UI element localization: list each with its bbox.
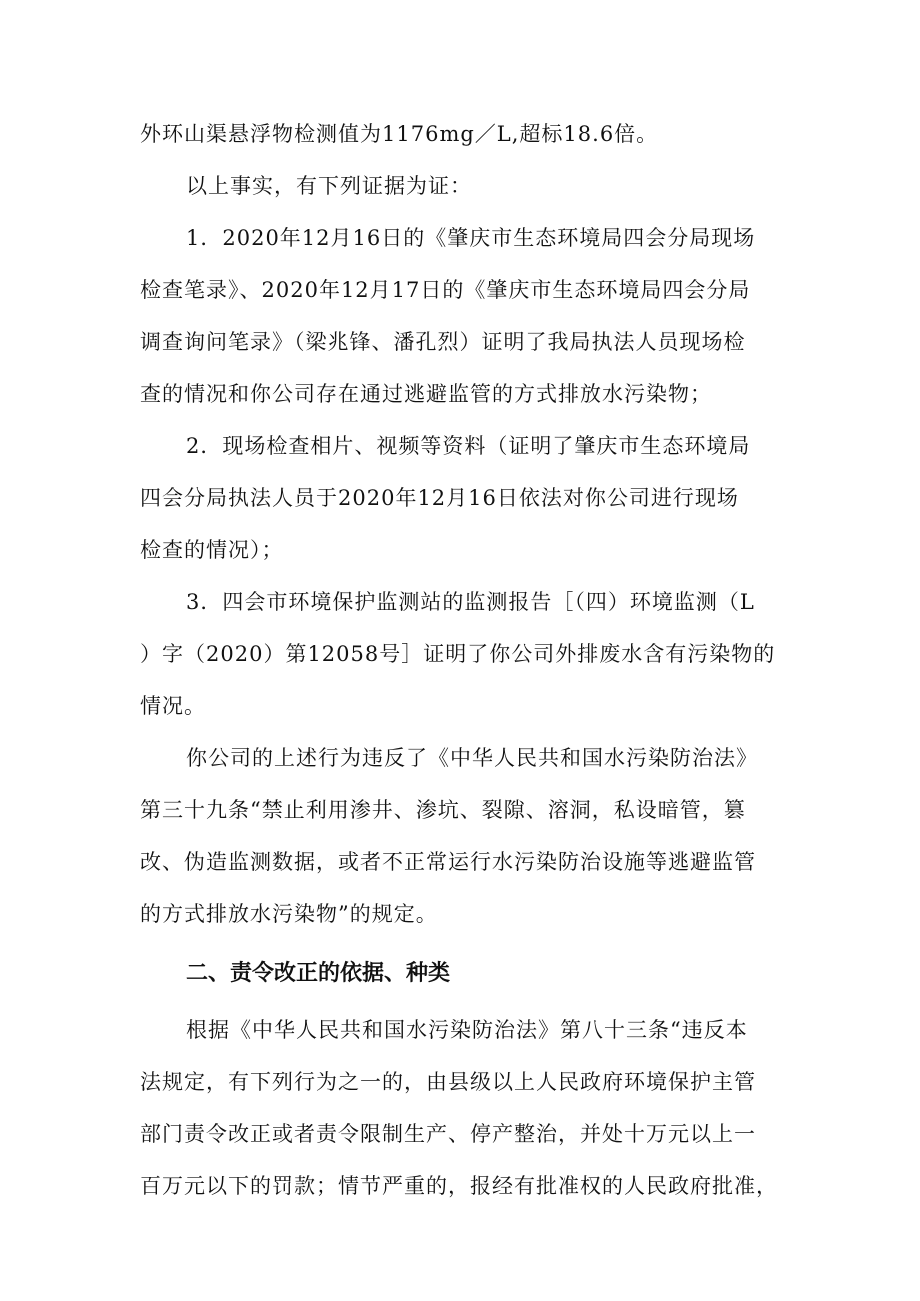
text-line: 2．现场检查相片、视频等资料（证明了肇庆市生态环境局 [186,434,751,458]
text-line: 的方式排放水污染物”的规定。 [140,902,438,926]
text-line: 调查询问笔录》（梁兆锋、潘孔烈）证明了我局执法人员现场检 [140,330,746,354]
text-line: 四会分局执法人员于2020年12月16日依法对你公司进行现场 [140,486,739,510]
text-line: 以上事实，有下列证据为证： [186,174,472,198]
text-line: 查的情况和你公司存在通过逃避监管的方式排放水污染物； [140,382,712,406]
text-line: 3．四会市环境保护监测站的监测报告［（四）环境监测（L [186,590,755,614]
text-line: 部门责令改正或者责令限制生产、停产整治，并处十万元以上一 [140,1122,756,1146]
text-line: 情况。 [140,694,206,718]
text-line: 外环山渠悬浮物检测值为1176mg／L,超标18.6倍。 [140,122,659,146]
text-line: 改、伪造监测数据，或者不正常运行水污染防治设施等逃避监管 [140,850,756,874]
text-line: 百万元以下的罚款；情节严重的，报经有批准权的人民政府批准， [140,1174,778,1198]
text-line: ）字（2020）第12058号］证明了你公司外排废水含有污染物的 [140,642,776,666]
text-line: 检查笔录》、2020年12月17日的《肇庆市生态环境局四会分局 [140,278,751,302]
text-line: 法规定，有下列行为之一的，由县级以上人民政府环境保护主管 [140,1070,756,1094]
document-body [140,108,785,1212]
text-line: 1．2020年12月16日的《肇庆市生态环境局四会分局现场 [186,226,756,250]
section-heading: 二、责令改正的依据、种类 [186,961,451,986]
text-line: 第三十九条“禁止利用渗井、渗坑、裂隙、溶洞，私设暗管，篡 [140,798,746,822]
text-line: 检查的情况）； [140,538,284,562]
text-line: 根据《中华人民共和国水污染防治法》第八十三条“违反本 [186,1018,748,1042]
text-line: 你公司的上述行为违反了《中华人民共和国水污染防治法》 [186,746,758,770]
